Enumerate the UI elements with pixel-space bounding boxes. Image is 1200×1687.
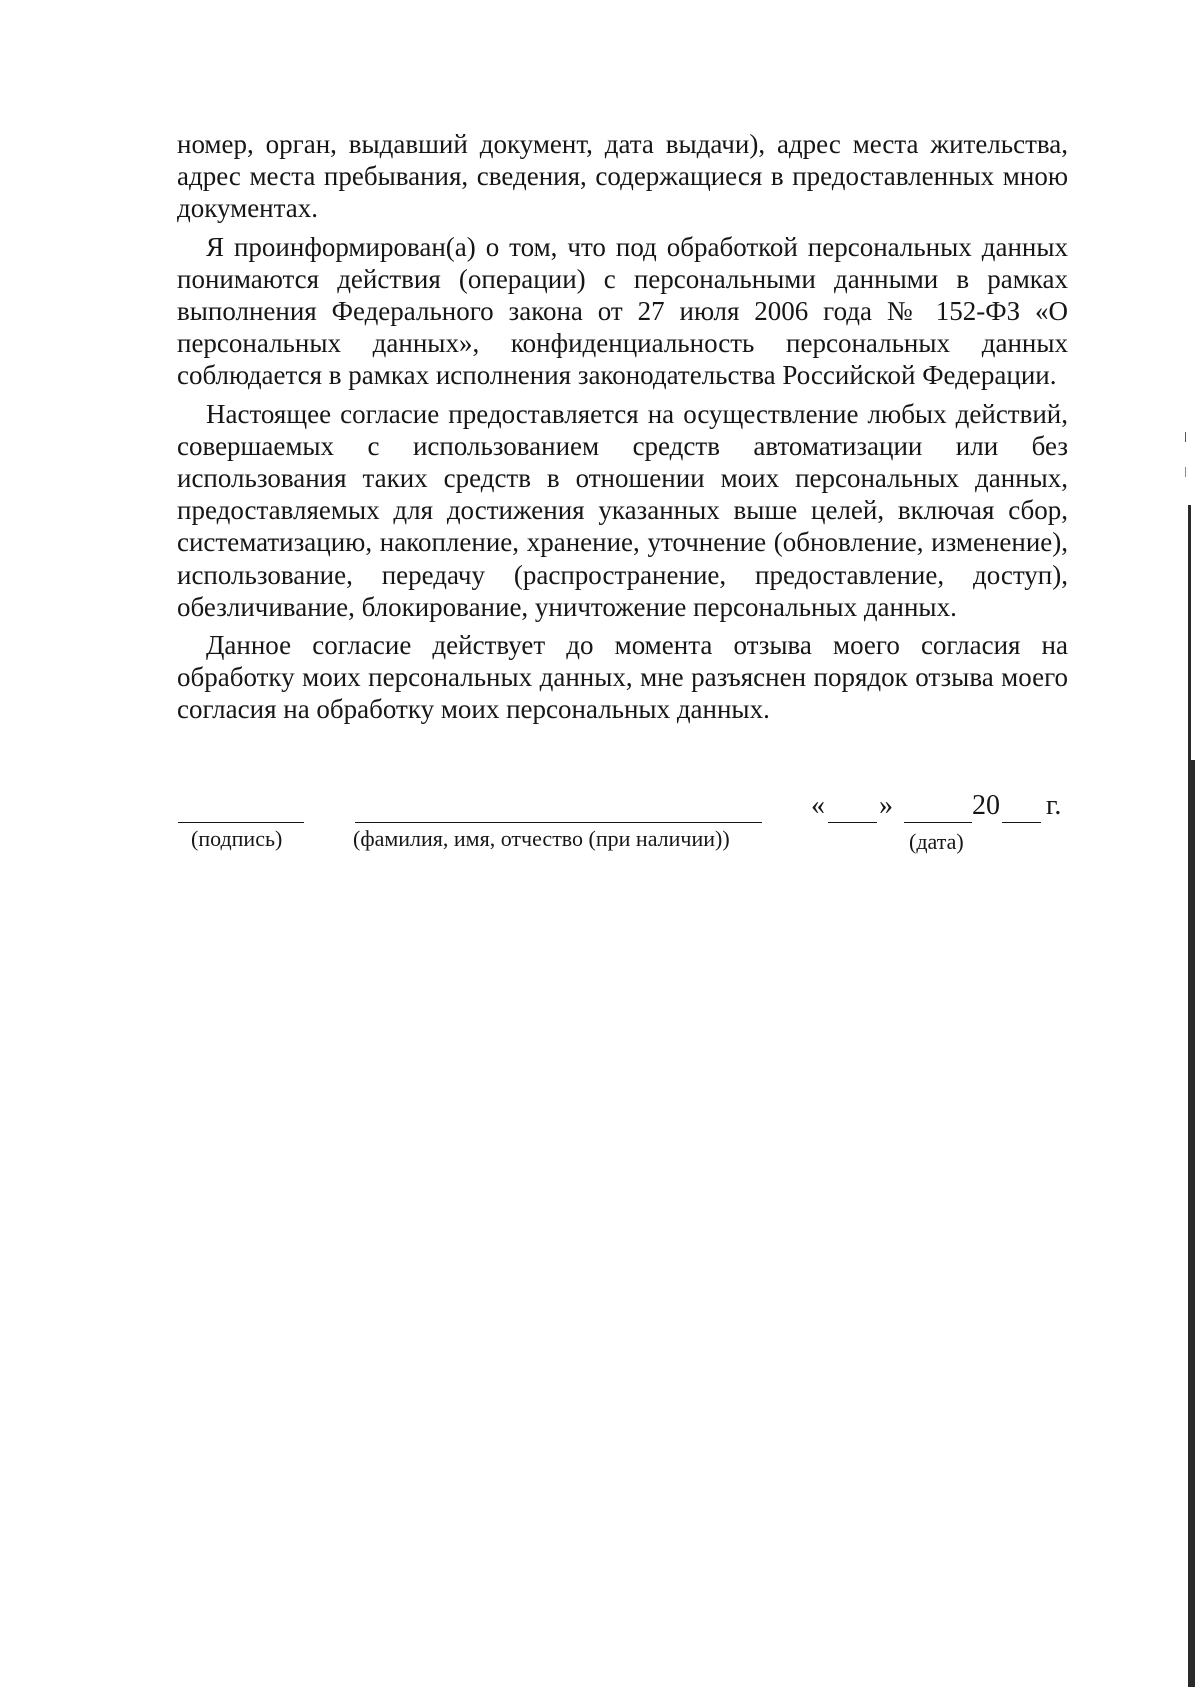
signature-label: (подпись) — [191, 826, 283, 851]
paragraph-consent-validity: Данное согласие действует до момента отзыва моего согласия на обработку моих персональных данных, мне разъяснен порядок отзыва моего согласия на обработку моих персональных данных. — [177, 630, 1068, 725]
scan-edge-mark — [1185, 467, 1186, 477]
paragraph-consent-scope: Настоящее согласие предоставляется на осуществление любых действий, совершаемых с использованием средств автоматизации или без использования таких средств в отношении моих персональных данных, предоставляемых для достижения указанных выше целей, включая сбор, систематизацию, накопление, хранение, уточнение (обновление, изменение), использование, передачу (распространение, предоставление, доступ), обезличивание, блокирование, уничтожение персональных данных. — [177, 398, 1068, 622]
paragraph-identity-details: номер, орган, выдавший документ, дата выдачи), адрес места жительства, адрес места пребывания, сведения, содержащиеся в предоставленных мною документах. — [177, 129, 1068, 224]
date-day-line — [828, 822, 877, 823]
date-year-suffix: г. — [1046, 790, 1062, 821]
date-year-prefix: 20 — [972, 790, 1000, 821]
date-year-line — [1002, 822, 1041, 823]
name-line — [355, 822, 762, 823]
date-month-line — [904, 822, 972, 823]
date-label: (дата) — [909, 829, 964, 854]
consent-text — [177, 128, 1068, 732]
name-label: (фамилия, имя, отчество (при наличии)) — [353, 826, 730, 851]
date-close-quote: » — [879, 790, 893, 821]
scan-edge-border — [1191, 760, 1195, 1687]
date-open-quote: « — [811, 790, 825, 821]
paragraph-processing-definition: Я проинформирован(а) о том, что под обработкой персональных данных понимаются действия (операции) с персональными данными в рамках выполнения Федерального закона от 27 июля 2006 года № 152-ФЗ «О персональных данных», конфиденциальность персональных данных соблюдается в рамках исполнения законодательства Российской Федерации. — [177, 231, 1068, 391]
scan-edge-mark — [1185, 432, 1186, 442]
signature-line — [178, 822, 304, 823]
